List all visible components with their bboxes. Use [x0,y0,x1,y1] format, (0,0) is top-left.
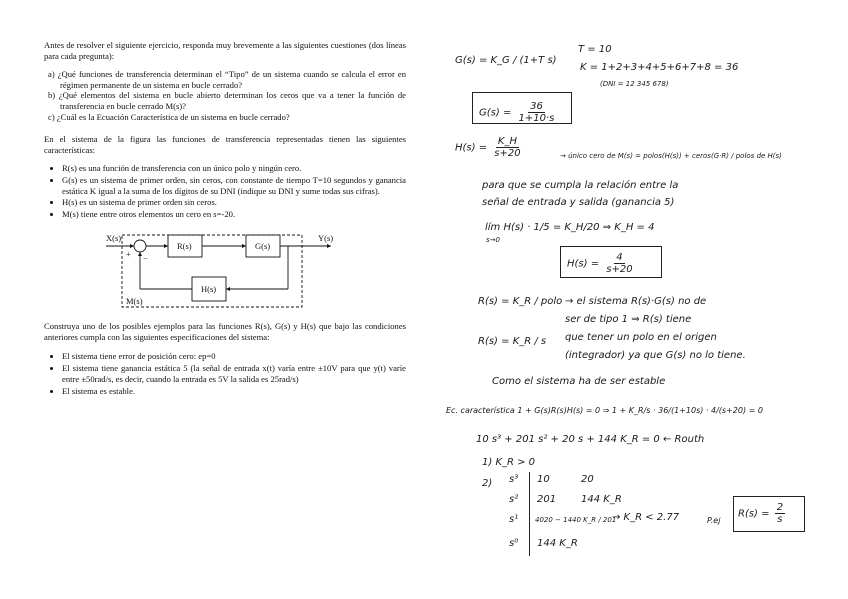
summing-junction [134,240,146,252]
label-g: G(s) [255,241,271,252]
hw-h-boxed-lhs: H(s) = [567,258,600,270]
hw-condition-1: 1) K_R > 0 [482,457,536,468]
hw-char-eq: Ec. característica 1 + G(s)R(s)H(s) = 0 ⇒ 1 + K_R/s · 36/(1+10s) · 4/(s+20) = 0 [446,406,763,415]
hw-g-definition: G(s) = K_G / (1+T s) [455,55,557,66]
hw-polynomial: 10 s³ + 201 s² + 20 s + 144 K_R = 0 ← Routh [476,434,705,445]
spec-error: • El sistema tiene error de posición cero: ep=0 [62,351,406,362]
hw-g-boxed-lhs: G(s) = [479,107,512,119]
hw-dni: (DNI = 12 345 678) [600,80,669,88]
routh-s0: s⁰ [509,538,519,549]
label-m: M(s) [126,296,143,307]
hw-kr-result: → K_R < 2.77 [612,512,680,523]
question-b: b) ¿Qué elementos del sistema en bucle abierto determinan los ceros que va a tener la función de transferencia en bucle cerrado M(s)? [48,90,406,111]
hw-r-example-lhs: R(s) = [738,508,770,520]
hw-r-note-3: que tener un polo en el origen [565,332,717,343]
hw-limit-sub: s→0 [486,236,500,244]
hw-pej: P.ej [707,516,721,525]
characteristic-r: • R(s) es una función de transferencia con un único polo y ningún cero. [62,163,406,174]
hw-h-lhs: H(s) = [455,142,488,154]
label-h: H(s) [201,284,217,295]
hw-r-note-4: (integrador) ya que G(s) no lo tiene. [565,350,746,361]
hw-relation-line-2: señal de entrada y salida (ganancia 5) [482,197,675,208]
hw-h-num: K_H [497,136,517,147]
hw-routh-table [505,472,625,562]
intro-paragraph: Antes de resolver el siguiente ejercicio, responda muy brevemente a las siguientes cuestiones (dos líneas para cada pregunta): [44,40,406,61]
hw-r-note-2: ser de tipo 1 ⇒ R(s) tiene [565,314,692,325]
characteristics-list [44,163,406,219]
question-a: a) ¿Qué funciones de transferencia determinan el “Tipo” de un sistema cuando se calcula el error en régimen permanente de un sistema en bucle cerrado? [48,69,406,90]
characteristic-m: • M(s) tiene entre otros elementos un cero en s=-20. [62,209,406,220]
hw-g-boxed [472,92,572,124]
hw-r-example-den: s [777,514,783,525]
routh-s2-a: 201 [537,494,557,505]
spec-stable: • El sistema es estable. [62,386,406,397]
hw-h-boxed [560,246,662,278]
hw-h-boxed-num: 4 [616,252,623,263]
hw-stable-line: Como el sistema ha de ser estable [492,376,666,387]
exercise-text [44,40,406,407]
hw-limit-expr: lím H(s) · 1/5 = K_H/20 ⇒ K_H = 4 [485,222,655,233]
hw-r-final: R(s) = K_R / s [478,336,547,347]
task-paragraph: Construya uno de los posibles ejemplos para las funciones R(s), G(s) y H(s) que bajo las condiciones anteriores cumpla con las siguientes especificaciones del sistema: [44,321,406,342]
label-input: X(s) [106,233,122,244]
routh-s1-a: 4020 − 1440 K_R / 201 [535,516,617,524]
label-plus: + [126,249,131,260]
hw-routh-label: 2) [482,478,493,489]
characteristic-h: • H(s) es un sistema de primer orden sin ceros. [62,197,406,208]
hw-h-boxed-den: s+20 [606,264,633,275]
hw-h-note: → único cero de M(s) = polos(H(s)) + ceros(G·R) / polos de H(s) [560,152,782,160]
label-minus: − [143,253,148,264]
routh-s1: s¹ [509,514,519,525]
routh-s3-a: 10 [537,474,550,485]
hw-r-example-num: 2 [776,502,784,513]
hw-g-boxed-num: 36 [530,101,543,112]
hw-t-value: T = 10 [578,44,612,55]
spec-gain: • El sistema tiene ganancia estática 5 (la señal de entrada x(t) varía entre ±10V para que y(t) varíe entre ±50rad/s, es decir, cuando la entrada es 5V la salida es 25rad/s) [62,363,406,384]
hw-h-definition [455,136,525,159]
routh-s3-b: 20 [581,474,594,485]
hw-r-example-boxed [733,496,805,532]
specs-list [44,351,406,397]
hw-g-boxed-den: 1+10·s [518,113,555,124]
routh-s2: s² [509,494,519,505]
routh-s3: s³ [509,474,519,485]
label-r: R(s) [177,241,192,252]
question-c: c) ¿Cuál es la Ecuación Característica de un sistema en bucle cerrado? [48,111,290,122]
system-intro: En el sistema de la figura las funciones de transferencia representadas tienen las siguientes características: [44,134,406,155]
hw-relation-line-1: para que se cumpla la relación entre la [482,180,679,191]
routh-s2-b: 144 K_R [581,494,622,505]
hw-h-den: s+20 [494,148,521,159]
hw-r-definition: R(s) = K_R / polo [478,296,563,307]
characteristic-g: • G(s) es un sistema de primer orden, sin ceros, con constante de tiempo T=10 segundos y ganancia estática K igual a la suma de los dígitos de su DNI (indique su DNI y sume todas sus cifras). [62,175,406,196]
hw-k-sum: K = 1+2+3+4+5+6+7+8 = 36 [580,62,739,73]
label-output: Y(s) [318,233,334,244]
hw-r-note-1: → el sistema R(s)·G(s) no de [565,296,707,307]
block-diagram [106,229,346,311]
routh-s0-a: 144 K_R [537,538,578,549]
